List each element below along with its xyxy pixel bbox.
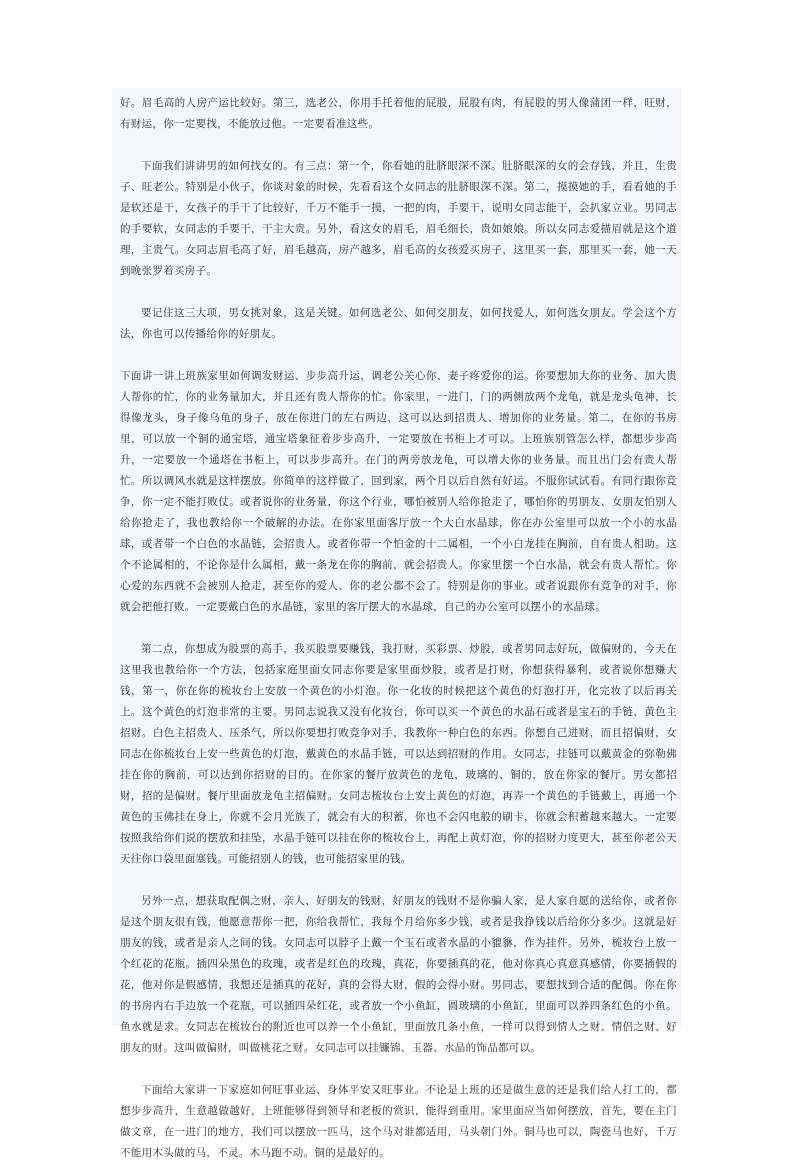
paragraph-3: 要记住这三大项，男女挑对象，这是关键。如何选老公、如何交朋友，如何找爱人，如何选女朋友。学会这个方法，你也可以传播给你的好朋友。	[120, 307, 677, 340]
paragraph-7: 下面给大家讲一下家庭如何旺事业运、身体平安又旺事业。不论是上班的还是做生意的还是我们给人打工的，都想步步高升，生意越做越好，上班能够得到领导和老板的赏识，能得到重用。家里面应当如何摆放，首先，要在主门做文章，在一进门的地方，我们可以摆放一匹马，这个马对谁都适用，马头朝门外。铜马也可以，陶瓷马也好，千万不能用木头做的马，不灵。木马跑不动。铜的是最好的。	[120, 1084, 677, 1159]
paragraph-4: 下面讲一讲上班族家里如何调发财运、步步高升运，调老公关心你、妻子疼爱你的运。你要想加大你的业务、加大贵人帮你的忙，你的业务量加大，并且还有贵人帮你的忙。你家里，一进门，门的两侧放两个龙龟，就是龙头龟神，长得像龙头，身子像乌龟的身子，放在你进门的左右两边，这可以达到招贵人、增加你的业务量。第二，在你的书房里，可以放一个铜的通宝塔，通宝塔象征着步步高升，一定要放在书柜上才可以。上班族别管怎么样，都想步步高升，一定要放一个通塔在书柜上，可以步步高升。在门的两旁放龙龟，可以增大你的业务量。而且出门会有贵人帮忙。所以调风水就是这样摆放。你简单的这样做了，回到家，两个月以后自然有好运。不服你试试看。有同行跟你竞争，你一定不能打败仗。或者说你的业务量，你这个行业，哪怕被别人给你抢走了，哪怕你的男朋友、女朋友怕别人给你抢走了，我也教给你一个破解的办法。在你家里面客厅放一个大白水晶球，你在办公室里可以放一个小的水晶球，或者带一个白色的水晶链，会招贵人。或者你带一个怕金的十二属相，一个小白龙挂在胸前，自有贵人相助。这个不论属相的，不论你是什么属相，戴一条龙在你的胸前，就会招贵人。你家里摆一个白水晶，就会有贵人帮忙。你心爱的东西就不会被别人抢走，甚至你的爱人、你的老公都不会了。特别是你的事业。或者说跟你有竞争的对手，你就会把他打败。一定要戴白色的水晶链，家里的客厅摆大的水晶球，自己的办公室可以摆小的水晶球。	[120, 370, 677, 613]
document-body	[120, 93, 677, 1164]
paragraph-6: 另外一点，想获取配偶之财，亲人、好朋友的钱财，好朋友的钱财不是你骗人家，是人家自愿的送给你，或者你是这个朋友很有钱，他愿意帮你一把，你给我帮忙，我每个月给你多少钱，或者是我挣钱以后给你分多少。这就是好朋友的钱，或者是亲人之间的钱。女同志可以脖子上戴一个玉石或者水晶的小貔貅，作为挂件。另外，梳妆台上放一个红花的花瓶。插四朵黑色的玫瑰，或者是红色的玫瑰，真花，你要插真的花，他对你真心真意真感情，你要插假的花，他对你是假感情，我想还是插真的花好，真的会得大财，假的会得小财。男同志，要想找到合适的配偶。你在你的书房内右手边放一个花瓶，可以插四朵红花，或者放一个小鱼缸，圆玻璃的小鱼缸，里面可以养四条红色的小鱼。鱼水就是求。女同志在梳妆台的附近也可以养一个小鱼缸，里面放几条小鱼，一样可以得到情人之财、情侣之财、好朋友的财。这叫做偏财，叫做桃花之财。女同志可以挂镰锦、玉器、水晶的饰品都可以。	[120, 895, 677, 1054]
paragraph-1: 好。眉毛高的人房产运比较好。第三，选老公，你用手托着他的屁股，屁股有肉，有屁股的男人像蒲团一样，旺财，有财运，你一定要找，不能放过他。一定要看准这些。	[120, 97, 677, 130]
paragraph-5: 第二点，你想成为股票的高手，我买股票要赚钱，我打财，买彩票、炒股，或者男同志好玩，做偏财的，今天在这里我也教给你一个方法，包括家庭里面女同志你要是家里面炒股，或者是打财，你想获得暴利，或者说你想赚大钱，第一，你在你的梳妆台上安放一个黄色的小灯泡。你一化妆的时候把这个黄色的灯泡打开，化完妆了以后再关上。这个黄色的灯泡非常的主要。男同志说我又没有化妆台，你可以买一个黄色的水晶石或者是宝石的手链，黄色主招财。白色主招贵人、压杀气，所以你要想打败竞争对手，我教你一种白色的东西。你想自己进财，而且招偏财，女同志在你梳妆台上安一些黄色的灯泡，戴黄色的水晶手链，可以达到招财的作用。女同志，挂链可以戴黄金的弥勒佛挂在你的胸前，可以达到你招财的目的。在你家的餐厅放黄色的龙龟，玻璃的、铜的，放在你家的餐厅。男女都招财，招的是偏财。餐厅里面放龙龟主招偏财。女同志梳妆台上安上黄色的灯泡，再弄一个黄色的手链戴上，再通一个黄色的玉佛挂在身上，你就不会月光族了，就会有大的积蓄，你也不会闪电般的刷卡，你就会积蓄越来越大。一定要按照我给你们说的摆放和挂坠，水晶手链可以挂在你的梳妆台上，再配上黄灯泡，你的招财力度更大，甚至你老公天天往你口袋里面塞钱。可能招别人的钱，也可能招家里的钱。	[120, 643, 677, 865]
paragraph-2: 下面我们讲讲男的如何找女的。有三点：第一个，你看她的肚脐眼深不深。肚脐眼深的女的会存钱，并且，生贵子、旺老公。特别是小伙子，你谈对象的时候，先看看这个女同志的肚脐眼深不深。第二，摸摸她的手，看看她的手是软还是干，女孩子的手干了比较好，千万不能手一摸，一把的肉，手要干，说明女同志能干，会扒家立业。男同志的手要软，女同志的手要干，干主大贵。另外，看这女的眉毛，眉毛细长，贵如娘娘。所以女同志爱描眉就是这个道理，主贵气。女同志眉毛高了好，眉毛越高，房产越多，眉毛高的女孩爱买房子，这里买一套，那里买一套，她一天到晚张罗着买房子。	[120, 160, 677, 277]
